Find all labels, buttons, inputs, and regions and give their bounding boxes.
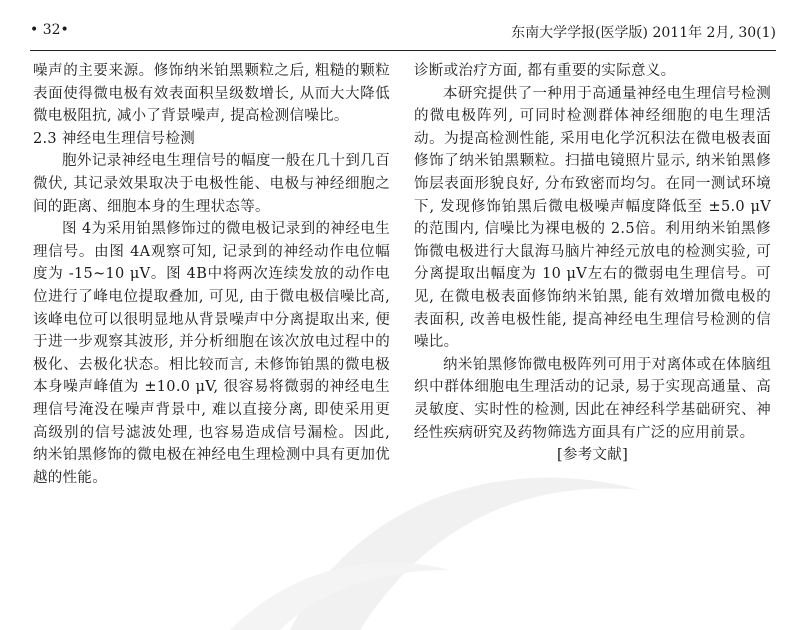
section-heading: 2.3 神经电生理信号检测: [33, 130, 196, 147]
paragraph: 噪声的主要来源。修饰纳米铂黑颗粒之后, 粗糙的颗粒表面使得微电极有效表面积呈级数增长, 从而大大降低微电极阻抗, 减小了背景噪声, 提高检测信噪比。: [33, 63, 390, 125]
journal-citation: 东南大学学报(医学版) 2011年 2月, 30(1): [511, 25, 776, 41]
paragraph: 本研究提供了一种用于高通量神经电生理信号检测的微电极阵列, 可同时检测群体神经细胞的电生理活动。为提高检测性能, 采用电化学沉积法在微电极表面修饰了纳米铂黑颗粒。扫描电镜照片显示, 纳米铂黑修饰层表面形貌良好, 分布致密而均匀。在同一测试环境下, 发现修饰铂黑后微电极噪声幅度降低至 ±5.0 μV的范围内, 信噪比为裸电极的 2.5倍。利用纳米铂黑修饰微电极进行大鼠海马脑片神经元放电的检测实验, 可分离提取出幅度为 10 μV左右的微弱电生理信号。可见, 在微电极表面修饰纳米铂黑, 能有效增加微电极的表面积, 改善电极性能, 提高神经电生理信号检测的信噪比。: [414, 85, 771, 351]
paragraph: 图 4为采用铂黑修饰过的微电极记录到的神经电生理信号。由图 4A观察可知, 记录到的神经动作电位幅度为 -15~10 μV。图 4B中将两次连续发放的动作电位进行了峰电位提取叠加, 可见, 由于微电极信噪比高, 该峰电位可以很明显地从背景噪声中分离提取出来, 便于进一步观察其波形, 并分析细胞在该次放电过程中的极化、去极化状态。相比较而言, 未修饰铂黑的微电极本身噪声峰值为 ±10.0 μV, 很容易将微弱的神经电生理信号淹没在噪声背景中, 难以直接分离, 即使采用更高级别的信号滤波处理, 也容易造成信号漏检。因此, 纳米铂黑修饰的微电极在神经电生理检测中具有更加优越的性能。: [33, 221, 390, 486]
left-column: [33, 60, 390, 489]
references-heading: [参考文献]: [556, 447, 629, 464]
page-number: • 32•: [30, 22, 69, 38]
running-header: [30, 22, 776, 44]
paragraph: 纳米铂黑修饰微电极阵列可用于对离体或在体脑组织中群体细胞电生理活动的记录, 易于实现高通量、高灵敏度、实时性的检测, 因此在神经科学基础研究、神经性疾病研究及药物筛选方面具有广泛的应用前景。: [414, 356, 771, 441]
paragraph: 诊断或治疗方面, 都有重要的实际意义。: [414, 63, 676, 79]
paragraph: 胞外记录神经电生理信号的幅度一般在几十到几百微伏, 其记录效果取决于电极性能、电极与神经细胞之间的距离、细胞本身的生理状态等。: [33, 153, 390, 215]
right-column: [414, 60, 771, 467]
header-rule: [30, 50, 776, 51]
